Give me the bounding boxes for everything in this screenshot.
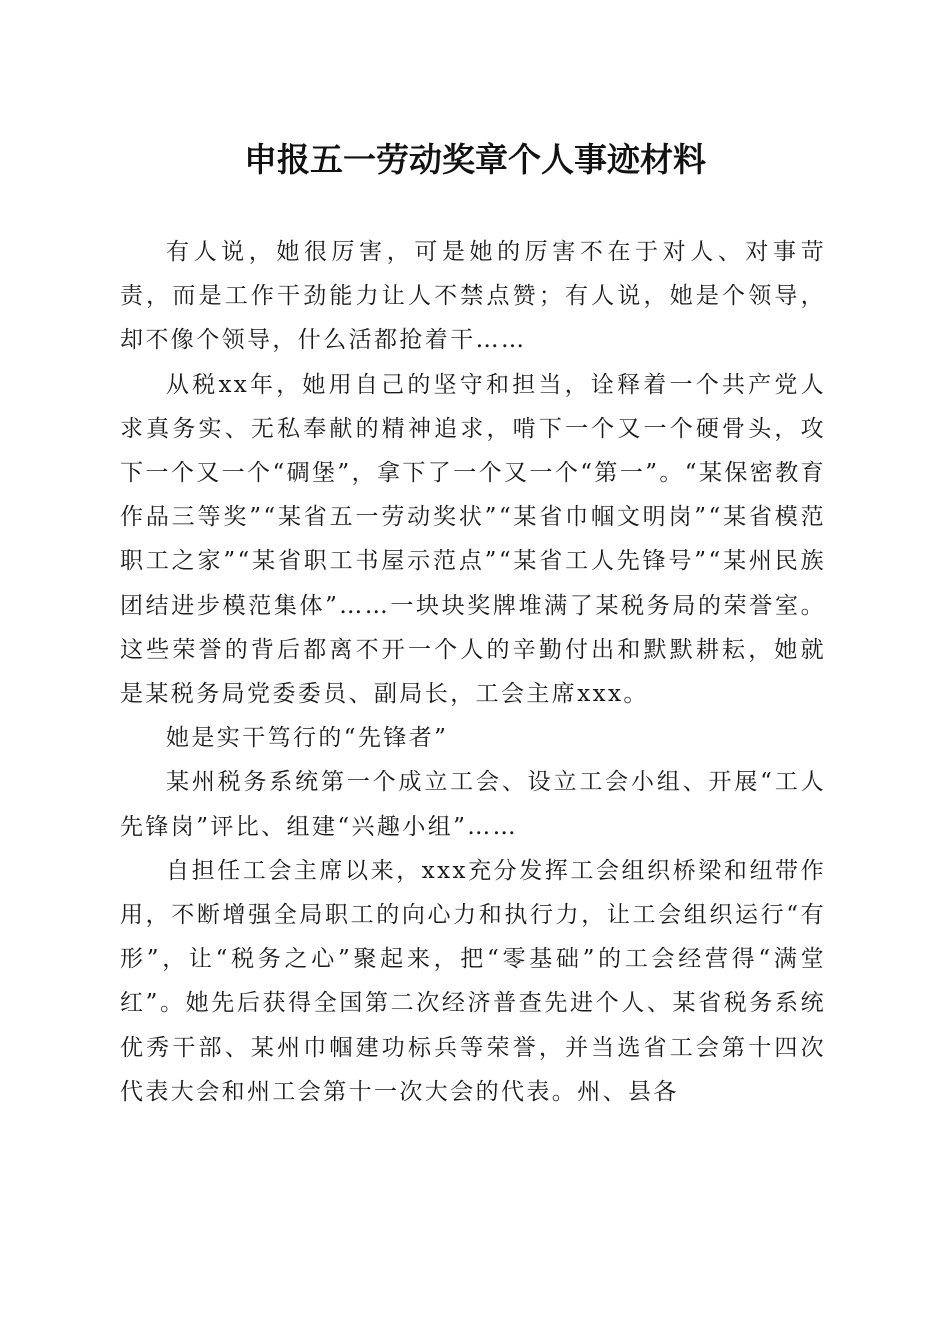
paragraph-intro: 有人说，她很厉害，可是她的厉害不在于对人、对事苛责，而是工作干劲能力让人不禁点赞；有人说，她是个领导，却不像个领导，什么活都抢着干…… xyxy=(120,239,826,354)
paragraph-firsts: 某州税务系统第一个成立工会、设立工会小组、开展“工人先锋岗”评比、组建“兴趣小组”…… xyxy=(120,769,826,840)
paragraph-union-chair: 自担任工会主席以来，xxx充分发挥工会组织桥梁和纽带作用，不断增强全局职工的向心力和执行力，让工会组织运行“有形”，让“税务之心”聚起来，把“零基础”的工会经营得“满堂红”。她先后获得全国第二次经济普查先进个人、某省税务系统优秀干部、某州巾帼建功标兵等荣誉，并当选省工会第十四次代表大会和州工会第十一次大会的代表。州、县各 xyxy=(120,857,826,1105)
section-heading: 她是实干笃行的“先锋者” xyxy=(166,725,449,752)
document-body xyxy=(120,230,826,1114)
paragraph-honors: 从税xx年，她用自己的坚守和担当，诠释着一个共产党人求真务实、无私奉献的精神追求，啃下一个又一个硬骨头，攻下一个又一个“碉堡”，拿下了一个又一个“第一”。“某保密教育作品三等奖”“某省五一劳动奖状”“某省巾帼文明岗”“某省模范职工之家”“某省职工书屋示范点”“某省工人先锋号”“某州民族团结进步模范集体”……一块块奖牌堆满了某税务局的荣誉室。这些荣誉的背后都离不开一个人的辛勤付出和默默耕耘，她就是某税务局党委委员、副局长，工会主席xxx。 xyxy=(120,371,826,708)
document-title: 申报五一劳动奖章个人事迹材料 xyxy=(244,140,706,179)
